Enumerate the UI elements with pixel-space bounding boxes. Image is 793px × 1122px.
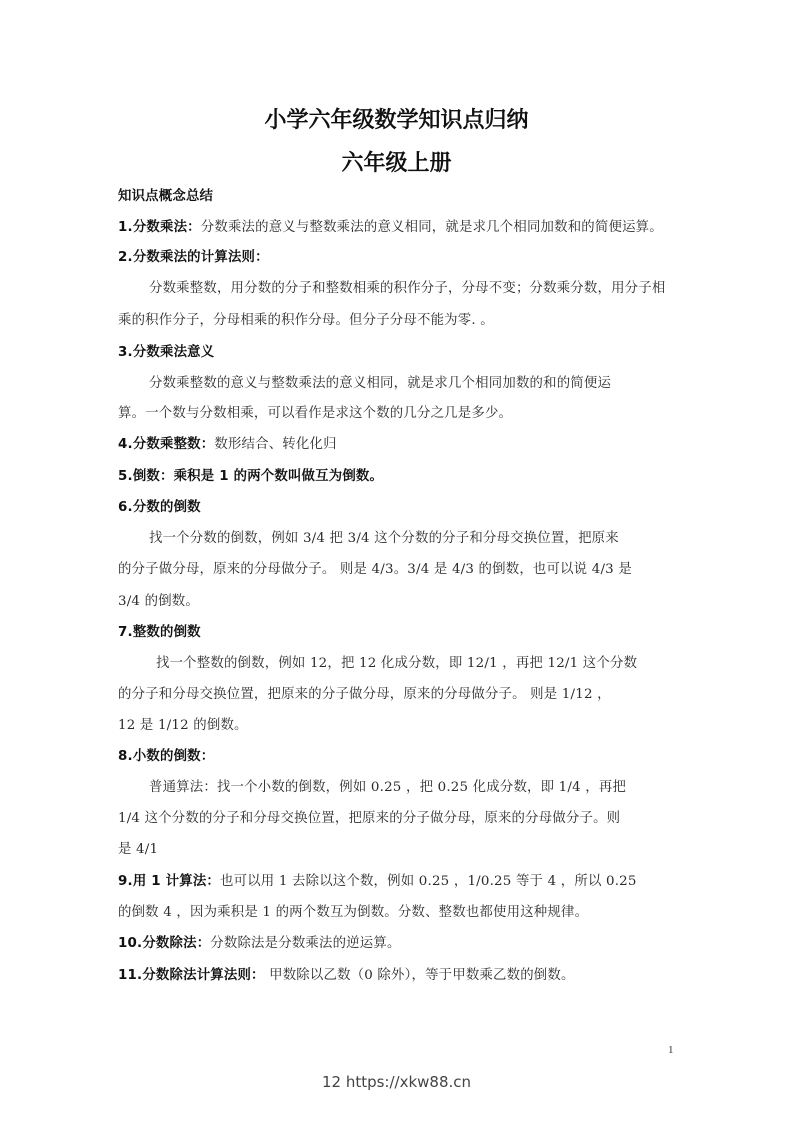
- item-number: 5.: [118, 469, 133, 484]
- item-heading: 分数乘法：: [132, 220, 201, 235]
- item-heading: 整数的倒数: [132, 625, 201, 640]
- item-6-line-3: 3/4 的倒数。: [118, 594, 199, 609]
- item-heading: 分数乘整数：: [132, 437, 215, 452]
- item-heading: 分数的倒数: [132, 500, 201, 515]
- item-11: [118, 966, 674, 986]
- item-8: [118, 747, 674, 767]
- item-4: [118, 435, 674, 455]
- item-7-line-1: 找一个整数的倒数，例如 12，把 12 化成分数，即 12/1 ，再把 12/1 这个分数: [156, 656, 638, 671]
- document-subtitle: 六年级上册: [341, 151, 452, 176]
- item-number: 9.: [118, 874, 133, 889]
- item-text: 数形结合、转化化归: [214, 437, 337, 452]
- item-1: [118, 218, 674, 238]
- item-2: [118, 248, 674, 268]
- footer-watermark: 12 https://xkw88.cn: [321, 1073, 472, 1091]
- item-heading: 分数乘法的计算法则：: [132, 250, 269, 265]
- item-number: 3.: [118, 345, 133, 360]
- item-6: [118, 498, 674, 518]
- item-text: 乘积是 1 的两个数叫做互为倒数。: [173, 469, 384, 484]
- item-heading: 分数除法：: [142, 936, 211, 951]
- item-number: 11.: [118, 968, 143, 983]
- item-6-line-2: 的分子做分母，原来的分母做分子。 则是 4/3。3/4 是 4/3 的倒数，也可以说 4/3 是: [118, 562, 632, 577]
- item-text: 甲数除以乙数（0 除外），等于甲数乘乙数的倒数。: [264, 968, 575, 983]
- section-heading: 知识点概念总结: [118, 189, 214, 204]
- item-3: [118, 343, 674, 363]
- item-9-line-2: 的倒数 4 ，因为乘积是 1 的两个数互为倒数。分数、整数也都使用这种规律。: [118, 905, 589, 920]
- item-heading: 小数的倒数：: [132, 749, 215, 764]
- page-number: 1: [668, 1044, 674, 1056]
- item-heading: 倒数：: [132, 469, 174, 484]
- item-number: 10.: [118, 936, 143, 951]
- item-3-line-1: 分数乘整数的意义与整数乘法的意义相同，就是求几个相同加数的和的简便运: [149, 376, 612, 391]
- item-5: [118, 467, 674, 487]
- item-heading: 分数除法计算法则：: [142, 968, 265, 983]
- item-number: 8.: [118, 749, 133, 764]
- item-3-line-2: 算。一个数与分数相乘，可以看作是求这个数的几分之几是多少。: [118, 406, 513, 421]
- item-7-line-3: 12 是 1/12 的倒数。: [118, 718, 248, 733]
- item-8-line-1: 普通算法：找一个小数的倒数，例如 0.25 ，把 0.25 化成分数，即 1/4 ，再把: [149, 780, 627, 795]
- item-8-line-3: 是 4/1: [118, 842, 159, 857]
- item-text: 分数乘法的意义与整数乘法的意义相同，就是求几个相同加数和的简便运算。: [200, 220, 663, 235]
- item-7: [118, 623, 674, 643]
- item-2-line-1: 分数乘整数，用分数的分子和整数相乘的积作分子，分母不变；分数乘分数，用分子相: [149, 281, 666, 296]
- item-number: 1.: [118, 220, 133, 235]
- item-8-line-2: 1/4 这个分数的分子和分母交换位置，把原来的分子做分母，原来的分母做分子。则: [118, 811, 621, 826]
- item-number: 6.: [118, 500, 133, 515]
- item-9: [118, 872, 674, 892]
- item-number: 4.: [118, 437, 133, 452]
- item-text: 分数除法是分数乘法的逆运算。: [210, 936, 401, 951]
- item-10: [118, 934, 674, 954]
- item-heading: 用 1 计算法：: [132, 874, 221, 889]
- item-text: 也可以用 1 去除以这个数，例如 0.25 ，1/0.25 等于 4 ，所以 0.25: [220, 874, 637, 889]
- document-title: 小学六年级数学知识点归纳: [264, 108, 529, 133]
- item-number: 2.: [118, 250, 133, 265]
- item-6-line-1: 找一个分数的倒数，例如 3/4 把 3/4 这个分数的分子和分母交换位置，把原来: [149, 531, 619, 546]
- item-7-line-2: 的分子和分母交换位置，把原来的分子做分母，原来的分母做分子。 则是 1/12 ，: [118, 687, 611, 702]
- item-number: 7.: [118, 625, 133, 640]
- item-2-line-2: 乘的积作分子，分母相乘的积作分母。但分子分母不能为零. 。: [118, 313, 494, 328]
- item-heading: 分数乘法意义: [132, 345, 215, 360]
